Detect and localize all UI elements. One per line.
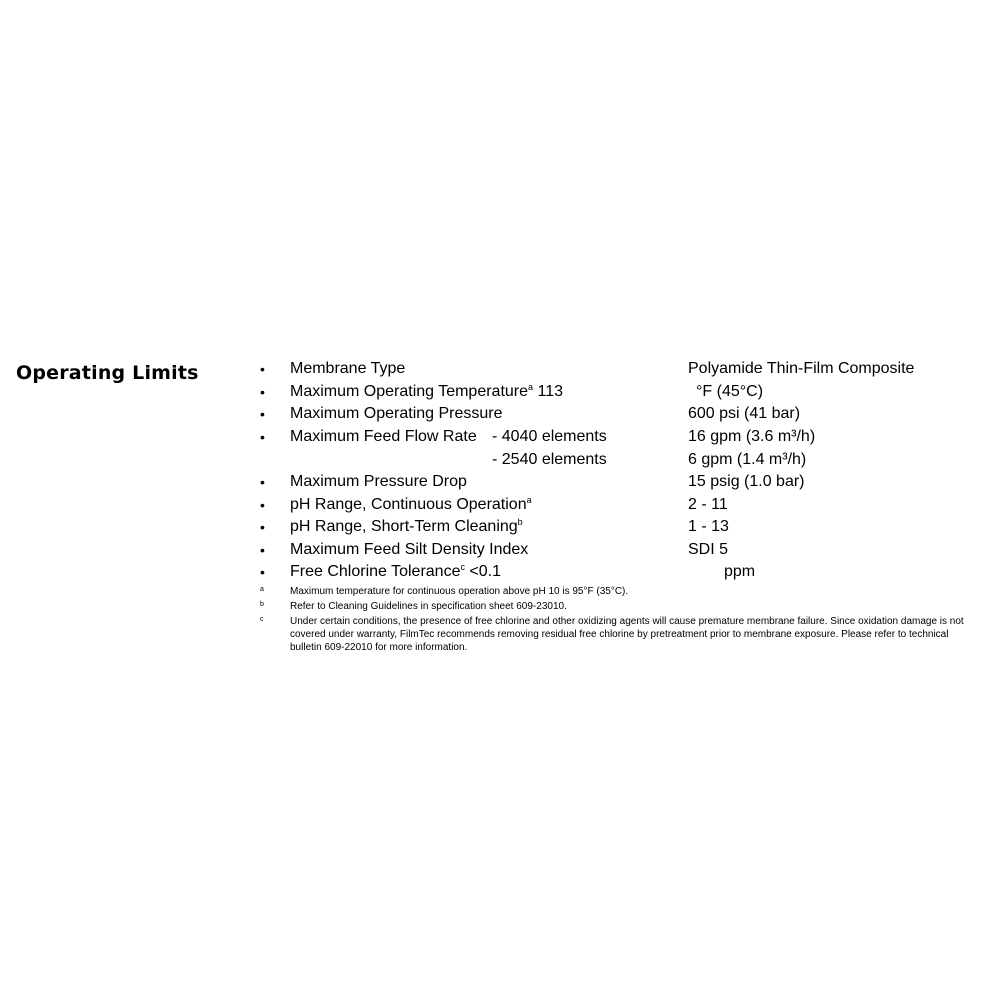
footnote-a (0, 585, 1007, 599)
limit-value: 2 - 11 (688, 496, 728, 513)
limit-row-free-chlorine (0, 561, 1007, 583)
limit-value: Polyamide Thin-Film Composite (688, 360, 915, 377)
limit-value: 6 gpm (1.4 m³/h) (688, 451, 807, 468)
footnote-text: Under certain conditions, the presence of free chlorine and other oxidizing agents will cause premature membrane failure. Since oxidation damage is not covered under warranty, FilmTec recommends removing residual free chlorine by pretreatment prior to membrane exposure. Please refer to technical bulletin 609-22010 for more information. (290, 616, 964, 653)
limit-label: pH Range, Short-Term Cleaning (290, 518, 518, 535)
limit-row-max-pressure (0, 403, 1007, 425)
limit-label: pH Range, Continuous Operation (290, 496, 527, 513)
bullet: • (260, 429, 265, 445)
limit-label-group (290, 381, 563, 403)
limit-row-sdi (0, 539, 1007, 561)
limit-row-max-temperature (0, 381, 1007, 403)
limit-label-group (290, 516, 523, 538)
footnote-mark: c (260, 616, 264, 623)
bullet: • (260, 564, 265, 580)
bullet: • (260, 474, 265, 490)
footnote-ref: c (460, 562, 465, 572)
limit-label: Membrane Type (290, 360, 406, 377)
limit-row-max-feed-flow-4040 (0, 426, 1007, 448)
limit-sublabel: - 4040 elements (492, 428, 607, 445)
footnote-b (0, 600, 1007, 614)
section-title: Operating Limits (16, 362, 199, 384)
bullet: • (260, 361, 265, 377)
footnote-mark: b (260, 601, 264, 608)
footnote-text: Refer to Cleaning Guidelines in specification sheet 609-23010. (290, 601, 567, 612)
limit-row-ph-continuous (0, 494, 1007, 516)
limit-value: °F (45°C) (696, 383, 764, 400)
limit-row-ph-cleaning (0, 516, 1007, 538)
limit-label: Maximum Pressure Drop (290, 473, 467, 490)
bullet: • (260, 384, 265, 400)
footnote-mark: a (260, 586, 264, 593)
limit-value: 600 psi (41 bar) (688, 405, 801, 422)
limit-row-max-pressure-drop (0, 471, 1007, 493)
footnote-ref: a (528, 382, 534, 392)
limit-value: 1 - 13 (688, 518, 729, 535)
limit-inline-value: <0.1 (464, 563, 501, 580)
limit-inline-value: 113 (533, 383, 563, 400)
limit-label: Maximum Feed Flow Rate (290, 428, 477, 445)
limit-label: Maximum Operating Pressure (290, 405, 503, 422)
footnote-text: Maximum temperature for continuous operation above pH 10 is 95°F (35°C). (290, 586, 629, 597)
footnote-c (0, 615, 1007, 659)
footnote-ref: a (526, 495, 532, 505)
limit-label: Free Chlorine Tolerance (290, 563, 461, 580)
limit-value: SDI 5 (688, 541, 729, 558)
bullet: • (260, 542, 265, 558)
limit-sublabel: - 2540 elements (492, 451, 607, 468)
limit-label-group (290, 561, 501, 583)
limit-label: Maximum Operating Temperature (290, 383, 529, 400)
limit-label: Maximum Feed Silt Density Index (290, 541, 529, 558)
footnote-ref: b (517, 517, 523, 527)
bullet: • (260, 497, 265, 513)
bullet: • (260, 519, 265, 535)
bullet: • (260, 406, 265, 422)
limit-label-group (290, 494, 532, 516)
limit-row-max-feed-flow-2540 (0, 449, 1007, 471)
limit-row-membrane-type (0, 358, 1007, 380)
limit-value: 16 gpm (3.6 m³/h) (688, 428, 816, 445)
limit-value: ppm (724, 563, 756, 580)
limit-value: 15 psig (1.0 bar) (688, 473, 805, 490)
